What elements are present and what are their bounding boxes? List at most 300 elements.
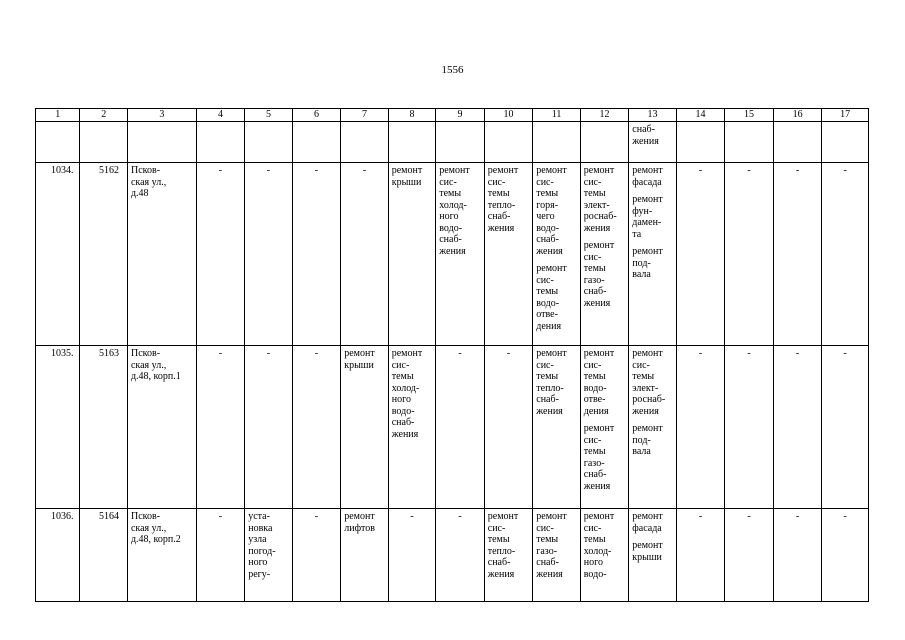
table-cell-col-12 bbox=[580, 122, 629, 163]
table-row bbox=[36, 163, 869, 346]
cell-line: 5162 bbox=[98, 165, 119, 176]
table-cell-col-12 bbox=[580, 346, 629, 509]
page-number: 1556 bbox=[441, 64, 464, 76]
cell-line: снаб- bbox=[583, 469, 607, 480]
cell-line: снаб- bbox=[391, 417, 415, 428]
cell-line: чего bbox=[536, 211, 555, 222]
cell-line: газо- bbox=[583, 457, 605, 469]
cell-line: темы bbox=[487, 534, 510, 545]
table-cell-col-11 bbox=[533, 122, 581, 163]
cell-line: жения bbox=[632, 405, 659, 417]
cell-line: вала bbox=[632, 446, 651, 457]
table-cell-col-12 bbox=[580, 163, 629, 346]
table-cell-col-6 bbox=[292, 346, 341, 509]
cell-line: жения bbox=[487, 222, 515, 234]
table-cell-col-9 bbox=[436, 122, 485, 163]
cell-line: отве- bbox=[536, 309, 558, 320]
cell-line: темы bbox=[583, 371, 606, 382]
cell-entry bbox=[344, 165, 385, 177]
cell-line: сис- bbox=[583, 434, 602, 446]
table-row bbox=[36, 122, 869, 163]
cell-line: дамен- bbox=[632, 217, 662, 228]
cell-line: - bbox=[747, 348, 751, 359]
cell-line: элект- bbox=[583, 199, 610, 211]
cell-line: 1036. bbox=[50, 511, 74, 522]
table-cell-col-13 bbox=[629, 509, 677, 602]
table-cell-col-17 bbox=[822, 122, 869, 163]
cell-line: темы bbox=[536, 286, 559, 297]
cell-line: дения bbox=[583, 405, 609, 417]
cell-line: крыши bbox=[632, 551, 662, 563]
cell-line: темы bbox=[439, 188, 462, 199]
cell-line: ремонт bbox=[536, 348, 567, 359]
cell-entry bbox=[248, 511, 289, 580]
cell-line: - bbox=[314, 511, 319, 522]
cell-line: 1034. bbox=[50, 165, 74, 176]
table-cell-col-17 bbox=[822, 509, 869, 602]
table-cell-col-6 bbox=[292, 122, 341, 163]
cell-line: водо- bbox=[439, 222, 463, 234]
cell-line: отве- bbox=[583, 394, 606, 405]
cell-line: темы bbox=[487, 188, 510, 199]
table-cell-col-2 bbox=[80, 122, 128, 163]
cell-line: сис- bbox=[536, 176, 554, 188]
cell-line: - bbox=[266, 348, 271, 359]
cell-line: снаб- bbox=[439, 234, 462, 245]
cell-line: под- bbox=[632, 434, 651, 446]
cell-line: лифтов bbox=[344, 522, 376, 534]
table-cell-col-2 bbox=[80, 509, 128, 602]
cell-entry bbox=[248, 165, 289, 177]
cell-line: ремонт bbox=[583, 165, 615, 176]
table-cell-col-13 bbox=[629, 346, 677, 509]
cell-line: - bbox=[795, 348, 800, 359]
column-header-17: 17 bbox=[822, 109, 869, 122]
cell-entry bbox=[131, 165, 193, 200]
cell-line: ремонт bbox=[536, 263, 567, 274]
cell-line: 5164 bbox=[98, 511, 119, 522]
cell-line: уста- bbox=[248, 511, 270, 522]
cell-line: 5163 bbox=[98, 348, 119, 359]
cell-line: темы bbox=[583, 446, 606, 457]
cell-line: жения bbox=[487, 568, 515, 580]
cell-line: ремонт bbox=[344, 348, 375, 359]
column-header-6: 6 bbox=[292, 109, 341, 122]
cell-line: сис- bbox=[536, 274, 554, 286]
table-cell-col-10 bbox=[484, 122, 533, 163]
cell-entry bbox=[632, 511, 673, 534]
cell-line: - bbox=[506, 348, 511, 359]
table-cell-col-7 bbox=[341, 122, 389, 163]
cell-line: ремонт bbox=[632, 194, 663, 205]
cell-entry bbox=[584, 511, 626, 580]
cell-entry bbox=[680, 165, 722, 177]
cell-line: тепло- bbox=[487, 545, 516, 557]
table-cell-col-5 bbox=[245, 122, 293, 163]
cell-line: холод- bbox=[439, 199, 467, 211]
column-header-10: 10 bbox=[484, 109, 533, 122]
table-cell-col-12 bbox=[580, 509, 629, 602]
cell-line: ремонт bbox=[583, 348, 615, 359]
table-cell-col-4 bbox=[196, 163, 245, 346]
cell-entry bbox=[728, 348, 770, 360]
cell-line: - bbox=[795, 511, 800, 522]
cell-line: газо- bbox=[583, 274, 605, 286]
cell-line: сис- bbox=[536, 359, 554, 371]
cell-entry bbox=[296, 511, 338, 523]
cell-entry bbox=[536, 263, 577, 332]
cell-line: сис- bbox=[632, 359, 650, 371]
cell-line: сис- bbox=[583, 359, 602, 371]
cell-entry bbox=[584, 348, 626, 417]
column-header-16: 16 bbox=[773, 109, 822, 122]
table-cell-col-2 bbox=[80, 163, 128, 346]
cell-line: крыши bbox=[391, 176, 422, 188]
cell-entry bbox=[584, 423, 626, 492]
cell-entry bbox=[131, 348, 193, 383]
cell-line: ного bbox=[439, 211, 459, 222]
cell-line: ремонт bbox=[583, 240, 615, 251]
cell-line: ская ул., bbox=[130, 522, 167, 534]
column-header-12: 12 bbox=[580, 109, 629, 122]
cell-line: - bbox=[747, 511, 751, 522]
cell-entry bbox=[39, 348, 73, 360]
cell-entry bbox=[344, 348, 385, 371]
table-cell-col-16 bbox=[773, 163, 822, 346]
cell-line: - bbox=[458, 511, 462, 522]
column-header-14: 14 bbox=[676, 109, 725, 122]
column-header-7: 7 bbox=[341, 109, 389, 122]
table-cell-col-8 bbox=[388, 509, 436, 602]
cell-line: ремонт bbox=[439, 165, 470, 176]
cell-entry bbox=[488, 511, 530, 580]
cell-entry bbox=[777, 165, 819, 177]
cell-line: ремонт bbox=[536, 165, 567, 176]
table-cell-col-13 bbox=[629, 163, 677, 346]
cell-line: ремонт bbox=[632, 511, 663, 522]
cell-line: фун- bbox=[632, 205, 653, 217]
cell-line: снаб- bbox=[632, 124, 655, 135]
cell-entry bbox=[392, 511, 433, 523]
cell-entry bbox=[200, 348, 242, 360]
table-cell-col-1 bbox=[36, 163, 80, 346]
cell-line: - bbox=[747, 165, 751, 176]
cell-line: водо- bbox=[583, 382, 607, 394]
cell-line: - bbox=[266, 165, 271, 176]
cell-line: ного bbox=[391, 394, 411, 405]
cell-entry bbox=[728, 165, 770, 177]
cell-line: ремонт bbox=[344, 511, 375, 522]
table-cell-col-1 bbox=[36, 122, 80, 163]
table-cell-col-14 bbox=[676, 122, 725, 163]
cell-line: роснаб- bbox=[583, 211, 617, 222]
table-cell-col-5 bbox=[245, 346, 293, 509]
table-cell-col-9 bbox=[436, 509, 485, 602]
cell-line: погод- bbox=[248, 545, 276, 557]
table-cell-col-11 bbox=[533, 163, 581, 346]
cell-line: под- bbox=[632, 257, 651, 269]
cell-line: жения bbox=[632, 135, 659, 147]
cell-line: сис- bbox=[487, 176, 506, 188]
column-header-2: 2 bbox=[80, 109, 128, 122]
cell-entry bbox=[200, 511, 242, 523]
table-cell-col-14 bbox=[676, 346, 725, 509]
cell-entry bbox=[536, 348, 577, 417]
table-cell-col-5 bbox=[245, 509, 293, 602]
cell-entry bbox=[439, 511, 481, 523]
cell-line: водо- bbox=[391, 405, 415, 417]
table-cell-col-16 bbox=[773, 509, 822, 602]
cell-line: жения bbox=[439, 245, 466, 257]
cell-entry bbox=[344, 511, 385, 534]
cell-line: - bbox=[795, 165, 800, 176]
cell-line: снаб- bbox=[536, 557, 559, 568]
table-cell-col-11 bbox=[533, 509, 581, 602]
table-cell-col-3 bbox=[127, 163, 196, 346]
data-table bbox=[35, 108, 869, 602]
table-cell-col-3 bbox=[127, 346, 196, 509]
table-cell-col-15 bbox=[725, 509, 774, 602]
table-cell-col-3 bbox=[127, 509, 196, 602]
cell-entry bbox=[632, 194, 673, 240]
cell-entry bbox=[439, 348, 481, 360]
cell-line: д.48 bbox=[130, 188, 149, 199]
column-header-13: 13 bbox=[629, 109, 677, 122]
cell-line: фасада bbox=[632, 522, 662, 534]
table-cell-col-15 bbox=[725, 122, 774, 163]
table-cell-col-10 bbox=[484, 346, 533, 509]
cell-line: роснаб- bbox=[632, 394, 666, 405]
cell-entry bbox=[83, 348, 119, 360]
cell-entry bbox=[584, 165, 626, 234]
table-cell-col-7 bbox=[341, 346, 389, 509]
cell-entry bbox=[632, 246, 673, 281]
cell-entry bbox=[777, 511, 819, 523]
table-cell-col-8 bbox=[388, 163, 436, 346]
cell-line: холод- bbox=[583, 545, 612, 557]
cell-line: ремонт bbox=[536, 511, 567, 522]
cell-line: жения bbox=[536, 568, 563, 580]
table-cell-col-1 bbox=[36, 509, 80, 602]
cell-line: - bbox=[218, 511, 223, 522]
cell-line: сис- bbox=[439, 176, 457, 188]
cell-line: крыши bbox=[344, 359, 374, 371]
cell-line: жения bbox=[583, 222, 611, 234]
cell-line: жения bbox=[536, 405, 563, 417]
table-cell-col-17 bbox=[822, 346, 869, 509]
cell-line: сис- bbox=[391, 359, 410, 371]
cell-line: ская ул., bbox=[130, 176, 167, 188]
cell-line: сис- bbox=[487, 522, 506, 534]
cell-line: темы bbox=[536, 534, 559, 545]
cell-line: ремонт bbox=[391, 165, 423, 176]
cell-line: сис- bbox=[583, 522, 602, 534]
cell-line: - bbox=[698, 348, 703, 359]
cell-line: горя- bbox=[536, 199, 559, 211]
cell-line: жения bbox=[583, 480, 611, 492]
cell-entry bbox=[39, 165, 73, 177]
cell-line: - bbox=[698, 165, 703, 176]
cell-line: снаб- bbox=[487, 557, 511, 568]
table-cell-col-8 bbox=[388, 122, 436, 163]
cell-line: узла bbox=[248, 534, 267, 545]
cell-line: темы bbox=[583, 263, 606, 274]
column-header-15: 15 bbox=[725, 109, 774, 122]
table-cell-col-6 bbox=[292, 509, 341, 602]
table-cell-col-2 bbox=[80, 346, 128, 509]
cell-line: ремонт bbox=[632, 423, 663, 434]
cell-entry bbox=[680, 348, 722, 360]
table-cell-col-9 bbox=[436, 163, 485, 346]
table-cell-col-15 bbox=[725, 346, 774, 509]
cell-line: - bbox=[698, 511, 703, 522]
cell-entry bbox=[296, 165, 338, 177]
cell-entry bbox=[632, 348, 673, 417]
table-cell-col-15 bbox=[725, 163, 774, 346]
cell-entry bbox=[825, 165, 865, 177]
cell-entry bbox=[584, 240, 626, 309]
cell-line: тепло- bbox=[536, 382, 564, 394]
table-cell-col-7 bbox=[341, 163, 389, 346]
cell-line: сис- bbox=[583, 251, 602, 263]
cell-line: Псков- bbox=[130, 348, 161, 359]
cell-line: темы bbox=[583, 188, 606, 199]
table-cell-col-10 bbox=[484, 163, 533, 346]
cell-line: темы bbox=[536, 188, 559, 199]
table-cell-col-16 bbox=[773, 346, 822, 509]
cell-entry bbox=[488, 348, 530, 360]
table-cell-col-3 bbox=[127, 122, 196, 163]
cell-line: - bbox=[218, 348, 223, 359]
cell-line: - bbox=[843, 348, 847, 359]
cell-line: водо- bbox=[536, 222, 560, 234]
column-header-5: 5 bbox=[245, 109, 293, 122]
cell-line: элект- bbox=[632, 382, 659, 394]
cell-line: водо- bbox=[536, 297, 560, 309]
table-cell-col-17 bbox=[822, 163, 869, 346]
table-cell-col-14 bbox=[676, 509, 725, 602]
table-cell-col-1 bbox=[36, 346, 80, 509]
cell-line: снаб- bbox=[536, 394, 559, 405]
table-row bbox=[36, 346, 869, 509]
cell-line: - bbox=[843, 511, 847, 522]
cell-line: сис- bbox=[536, 522, 554, 534]
cell-line: холод- bbox=[391, 382, 420, 394]
cell-entry bbox=[728, 511, 770, 523]
cell-entry bbox=[392, 165, 433, 188]
cell-line: ремонт bbox=[632, 165, 663, 176]
table-cell-col-4 bbox=[196, 509, 245, 602]
table-cell-col-6 bbox=[292, 163, 341, 346]
cell-line: вала bbox=[632, 269, 651, 280]
cell-entry bbox=[825, 348, 865, 360]
column-header-9: 9 bbox=[436, 109, 485, 122]
cell-line: темы bbox=[583, 534, 606, 545]
cell-entry bbox=[825, 511, 865, 523]
cell-line: сис- bbox=[583, 176, 602, 188]
cell-line: Псков- bbox=[130, 511, 161, 522]
cell-line: жения bbox=[536, 245, 563, 257]
cell-line: - bbox=[218, 165, 223, 176]
table-cell-col-9 bbox=[436, 346, 485, 509]
cell-line: - bbox=[458, 348, 462, 359]
cell-line: регу- bbox=[248, 568, 271, 580]
cell-line: темы bbox=[536, 371, 559, 382]
cell-line: - bbox=[362, 165, 367, 176]
cell-line: ремонт bbox=[583, 511, 615, 522]
cell-line: снаб- bbox=[536, 234, 559, 245]
cell-line: - bbox=[410, 511, 414, 522]
column-header-4: 4 bbox=[196, 109, 245, 122]
table-cell-col-7 bbox=[341, 509, 389, 602]
table-cell-col-4 bbox=[196, 346, 245, 509]
cell-line: снаб- bbox=[487, 211, 511, 222]
cell-line: ремонт bbox=[632, 540, 663, 551]
column-header-11: 11 bbox=[533, 109, 581, 122]
cell-entry bbox=[39, 511, 73, 523]
table-cell-col-13 bbox=[629, 122, 677, 163]
table-cell-col-14 bbox=[676, 163, 725, 346]
cell-line: ного bbox=[583, 557, 603, 568]
cell-entry bbox=[536, 165, 577, 257]
cell-line: ремонт bbox=[487, 511, 519, 522]
cell-line: ремонт bbox=[487, 165, 519, 176]
cell-entry bbox=[439, 165, 481, 257]
cell-line: фасада bbox=[632, 176, 662, 188]
cell-line: ного bbox=[248, 557, 268, 568]
cell-line: водо- bbox=[583, 568, 607, 580]
cell-line: ремонт bbox=[632, 246, 663, 257]
cell-entry bbox=[248, 348, 289, 360]
cell-entry bbox=[200, 165, 242, 177]
cell-line: д.48, корп.2 bbox=[130, 534, 181, 545]
cell-line: тепло- bbox=[487, 199, 516, 211]
cell-entry bbox=[488, 165, 530, 234]
column-header-3: 3 bbox=[127, 109, 196, 122]
cell-line: темы bbox=[391, 371, 414, 382]
cell-entry bbox=[632, 423, 673, 458]
cell-line: д.48, корп.1 bbox=[130, 371, 181, 382]
cell-line: жения bbox=[391, 428, 419, 440]
cell-line: 1035. bbox=[50, 348, 74, 359]
column-header-8: 8 bbox=[388, 109, 436, 122]
cell-line: ремонт bbox=[391, 348, 423, 359]
cell-line: темы bbox=[632, 371, 655, 382]
table-row bbox=[36, 509, 869, 602]
cell-line: - bbox=[314, 165, 319, 176]
cell-entry bbox=[777, 348, 819, 360]
cell-entry bbox=[632, 165, 673, 188]
cell-line: - bbox=[843, 165, 847, 176]
cell-entry bbox=[296, 348, 338, 360]
table-cell-col-10 bbox=[484, 509, 533, 602]
cell-line: ремонт bbox=[632, 348, 663, 359]
cell-entry bbox=[680, 511, 722, 523]
cell-entry bbox=[83, 511, 119, 523]
cell-line: - bbox=[314, 348, 319, 359]
cell-entry bbox=[83, 165, 119, 177]
table-cell-col-4 bbox=[196, 122, 245, 163]
cell-entry bbox=[536, 511, 577, 580]
table-cell-col-8 bbox=[388, 346, 436, 509]
table-cell-col-11 bbox=[533, 346, 581, 509]
cell-line: снаб- bbox=[583, 286, 607, 297]
cell-line: дения bbox=[536, 320, 562, 332]
column-header-1: 1 bbox=[36, 109, 80, 122]
cell-entry bbox=[632, 124, 673, 147]
cell-entry bbox=[632, 540, 673, 563]
cell-line: ская ул., bbox=[130, 359, 167, 371]
